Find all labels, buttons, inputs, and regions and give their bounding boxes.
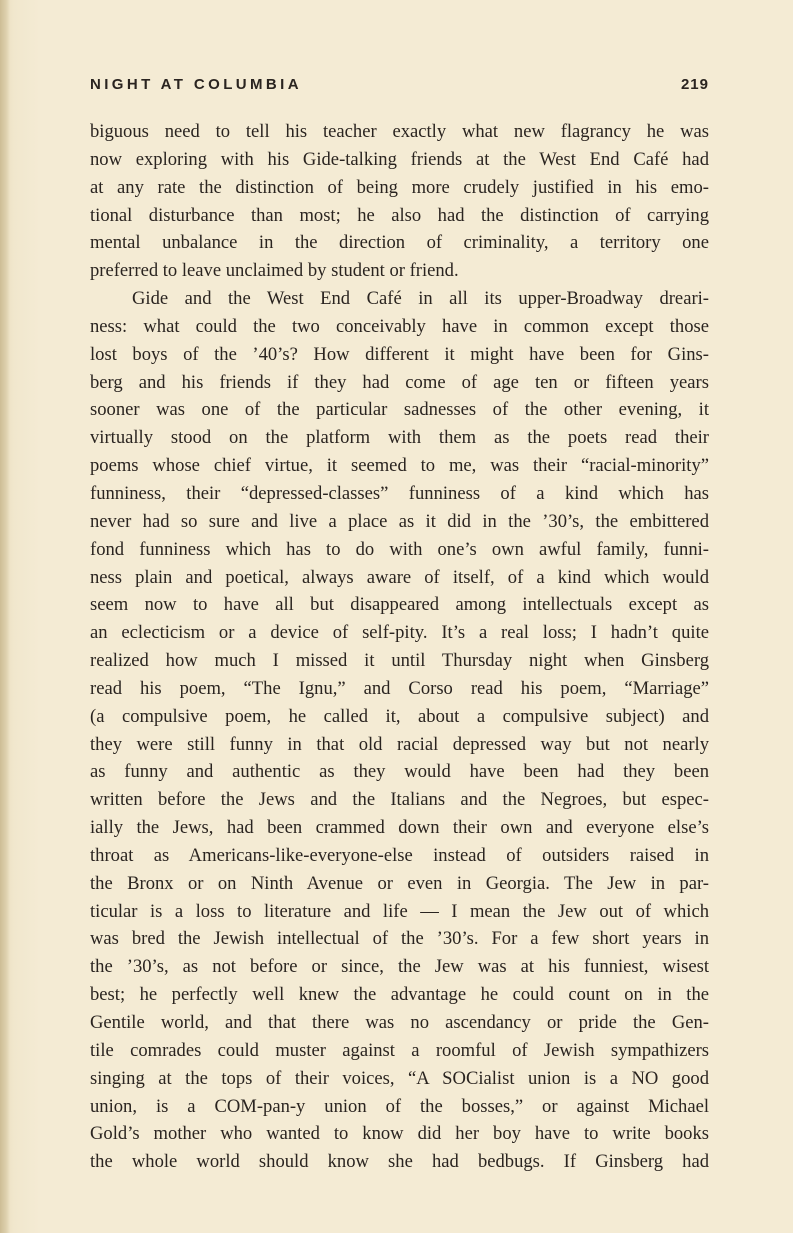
text-line: preferred to leave unclaimed by student or friend. (90, 260, 459, 282)
text-line: poems whose chief virtue, it seemed to me, was their “racial-minority” (90, 455, 709, 477)
text-line: lost boys of the ’40’s? How different it might have been for Gins- (90, 343, 709, 365)
text-line: ticular is a loss to literature and life — I mean the Jew out of which (90, 900, 709, 922)
text-line: mental unbalance in the direction of criminality, a territory one (90, 232, 709, 254)
text-line: ness plain and poetical, always aware of itself, of a kind which would (90, 566, 709, 588)
text-line: as funny and authentic as they would have been had they been (90, 761, 709, 783)
text-line: Gold’s mother who wanted to know did her boy have to write books (90, 1123, 709, 1145)
text-line: an eclecticism or a device of self-pity. It’s a real loss; I hadn’t quite (90, 622, 709, 644)
text-line: ness: what could the two conceivably have in common except those (90, 315, 709, 337)
text-line: sooner was one of the particular sadnesses of the other evening, it (90, 399, 709, 421)
text-line: berg and his friends if they had come of age ten or fifteen years (90, 371, 709, 393)
text-line: Gide and the West End Café in all its upper-Broadway dreari- (132, 288, 709, 310)
text-line: seem now to have all but disappeared among intellectuals except as (90, 594, 709, 616)
running-head: NIGHT AT COLUMBIA (90, 76, 302, 93)
text-line: was bred the Jewish intellectual of the ’30’s. For a few short years in (90, 928, 709, 950)
page-header (90, 76, 709, 98)
page-number: 219 (680, 76, 709, 93)
text-line: virtually stood on the platform with them as the poets read their (90, 427, 709, 449)
text-line: singing at the tops of their voices, “A SOCialist union is a NO good (90, 1067, 709, 1089)
text-line: fond funniness which has to do with one’s own awful family, funni- (90, 538, 709, 560)
text-line: union, is a COM-pan-y union of the bosses,” or against Michael (90, 1095, 709, 1117)
text-line: realized how much I missed it until Thursday night when Ginsberg (90, 650, 709, 672)
text-line: the whole world should know she had bedbugs. If Ginsberg had (90, 1151, 709, 1173)
text-line: the Bronx or on Ninth Avenue or even in Georgia. The Jew in par- (90, 872, 709, 894)
text-line: best; he perfectly well knew the advantage he could count on in the (90, 984, 709, 1006)
text-line: read his poem, “The Ignu,” and Corso read his poem, “Marriage” (90, 677, 709, 699)
text-line: they were still funny in that old racial depressed way but not nearly (90, 733, 709, 755)
text-line: written before the Jews and the Italians and the Negroes, but espec- (90, 789, 709, 811)
text-line: ially the Jews, had been crammed down their own and everyone else’s (90, 817, 709, 839)
text-line: tile comrades could muster against a roomful of Jewish sympathizers (90, 1039, 709, 1061)
text-line: (a compulsive poem, he called it, about a compulsive subject) and (90, 705, 709, 727)
text-line: funniness, their “depressed-classes” funniness of a kind which has (90, 482, 709, 504)
page-binding-edge (0, 0, 10, 1233)
text-line: at any rate the distinction of being more crudely justified in his emo- (90, 176, 709, 198)
body-text (90, 118, 709, 1176)
text-line: throat as Americans-like-everyone-else instead of outsiders raised in (90, 844, 709, 866)
text-line: tional disturbance than most; he also had the distinction of carrying (90, 204, 709, 226)
text-line: Gentile world, and that there was no ascendancy or pride the Gen- (90, 1012, 709, 1033)
text-line: biguous need to tell his teacher exactly what new flagrancy he was (90, 121, 709, 142)
text-line: now exploring with his Gide-talking friends at the West End Café had (90, 148, 709, 170)
text-line: never had so sure and live a place as it did in the ’30’s, the embittered (90, 510, 709, 532)
text-line: the ’30’s, as not before or since, the Jew was at his funniest, wisest (90, 956, 709, 978)
